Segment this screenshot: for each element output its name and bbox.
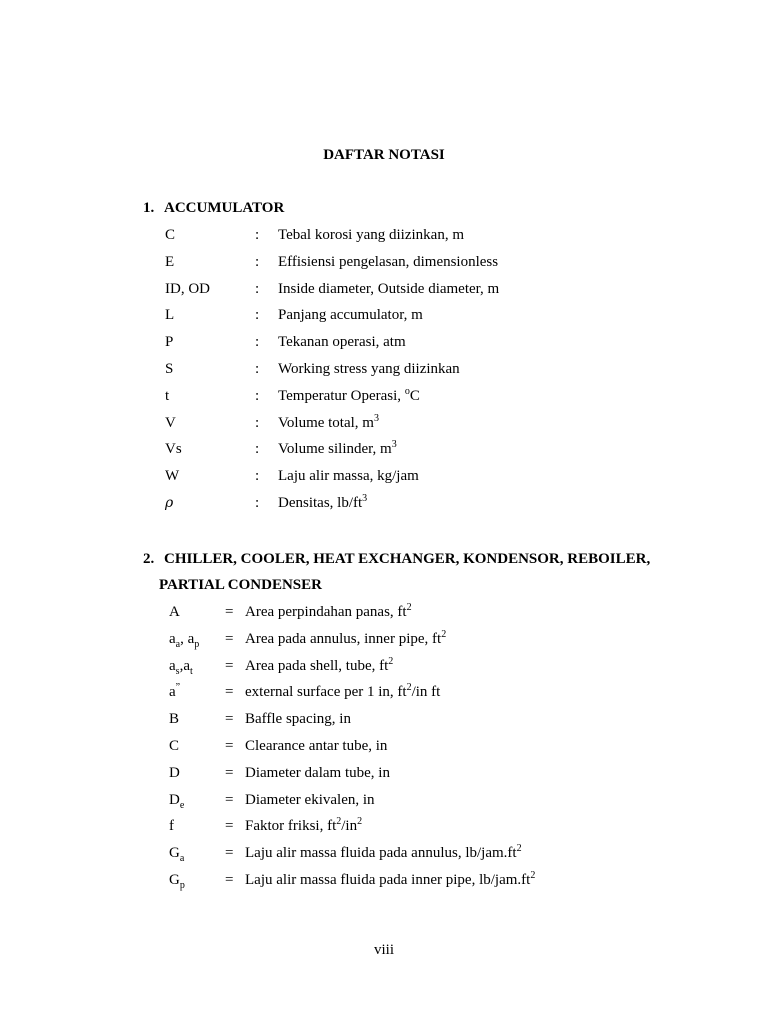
notation-row [0,711,768,738]
notation-symbol [165,281,210,298]
symbol-text: C [165,227,176,243]
symbol-subscript: e [179,799,185,811]
symbol-text: E [165,253,175,270]
notation-description [278,254,498,271]
symbol-text: Vs [165,441,182,458]
notation-symbol [169,684,180,701]
notation-symbol [165,307,174,324]
notation-separator: = [225,630,234,647]
notation-description [278,227,464,244]
symbol-text: A [169,604,180,620]
notation-symbol [165,334,173,351]
notation-symbol [165,441,182,458]
description-text: Volume total, m [278,414,374,431]
notation-separator: = [225,764,234,781]
description-text: Laju alir massa, kg/jam [278,468,419,485]
notation-separator: = [225,872,234,888]
symbol-text: , a [180,630,195,647]
notation-row [0,792,768,819]
section-number: 1. [143,200,155,216]
symbol-text: a [169,657,176,674]
page-title: DAFTAR NOTASI [323,147,445,163]
notation-row [0,441,768,468]
description-superscript: 3 [362,493,368,504]
symbol-text: G [169,872,180,888]
symbol-text: V [165,414,176,431]
description-text: Area perpindahan panas, ft [245,604,407,620]
notation-separator: : [255,387,260,404]
notation-row [0,227,768,254]
symbol-text: D [169,764,180,781]
notation-symbol [169,631,199,648]
description-superscript: 2 [357,816,363,828]
notation-symbol [169,765,180,782]
description-text: Area pada annulus, inner pipe, ft [245,630,442,647]
description-superscript: 2 [530,870,536,881]
description-text: Panjang accumulator, m [278,307,423,324]
notation-separator: = [225,738,234,754]
description-text: external surface per 1 in, ft [245,684,407,701]
notation-row [0,361,768,388]
notation-row [0,845,768,872]
notation-separator: = [225,604,234,620]
notation-symbol [165,227,175,244]
symbol-subscript: s [175,665,180,677]
symbol-subscript: t [190,665,193,677]
description-text: /in [341,818,358,835]
description-superscript: 3 [373,412,379,424]
notation-separator: = [225,684,234,701]
page-number: viii [373,942,394,958]
notation-description [278,468,419,485]
notation-symbol [165,415,176,432]
notation-description [245,604,412,621]
description-text: Tekanan operasi, atm [278,334,406,351]
notation-row [0,412,768,442]
notation-separator: : [255,280,260,297]
notation-description [245,845,522,862]
notation-description [245,628,447,648]
notation-separator: : [255,307,260,324]
notation-separator: = [225,657,234,674]
description-text: Laju alir massa fluida pada annulus, lb/jam.ft [245,845,517,862]
notation-description [278,412,379,432]
symbol-text: S [165,361,174,377]
symbol-subscript: a [179,853,185,865]
section-number: 2. [143,551,155,567]
notation-separator: : [255,495,260,511]
symbol-subscript: a [175,638,181,650]
notation-description [245,738,387,755]
section-title: ACCUMULATOR [164,200,285,216]
symbol-text: C [169,738,180,754]
symbol-text: ID, OD [165,280,210,297]
notation-symbol [169,604,180,621]
notation-description [245,818,362,835]
description-text: Baffle spacing, in [245,711,351,728]
symbol-text: ρ [165,495,174,511]
section-heading-continuation: PARTIAL CONDENSER [159,577,322,593]
notation-symbol [165,495,173,512]
notation-symbol [169,872,185,889]
notation-separator: = [225,711,234,728]
description-text: Effisiensi pengelasan, dimensionless [278,253,499,270]
notation-separator: : [255,468,260,485]
notation-separator: : [255,441,260,458]
description-text: Working stress yang diizinkan [278,361,460,377]
notation-symbol [169,738,179,755]
notation-description [278,334,406,351]
description-superscript: 2 [388,655,394,667]
notation-separator: : [255,227,260,243]
notation-row [0,495,768,522]
notation-row [0,655,768,685]
notation-symbol [165,254,174,271]
description-superscript: 2 [516,843,522,855]
notation-description [245,711,351,728]
notation-description [245,765,390,782]
notation-row [0,385,768,415]
description-text: Inside diameter, Outside diameter, m [278,280,500,297]
notation-description [245,684,440,701]
notation-description [278,361,460,378]
notation-row [0,765,768,792]
notation-description [278,495,367,512]
symbol-subscript: p [194,638,200,650]
notation-row [0,628,768,658]
symbol-text: ,a [179,657,190,674]
description-superscript: 2 [406,682,412,694]
description-text: Temperatur Operasi, [278,387,405,404]
section-title: CHILLER, COOLER, HEAT EXCHANGER, KONDENSOR, REBOILER, [164,551,651,567]
description-text: C [409,387,420,404]
symbol-superscript: ” [175,682,181,694]
notation-row [0,281,768,308]
section-heading-heat-exchanger [143,551,650,568]
symbol-text: L [165,307,175,324]
symbol-text: a [169,630,176,647]
notation-row [0,872,768,899]
notation-row [0,818,768,845]
notation-separator: : [255,414,260,431]
notation-symbol [165,361,173,378]
notation-description [245,792,375,809]
notation-description [278,307,423,324]
notation-separator: : [255,253,260,270]
notation-row [0,334,768,361]
notation-separator: : [255,334,260,351]
notation-symbol [169,711,179,728]
notation-symbol [169,818,174,835]
notation-description [245,655,394,675]
notation-description [278,281,499,298]
description-text: Volume silinder, m [278,441,392,458]
notation-separator: = [225,845,234,862]
symbol-text: W [165,468,180,485]
description-text: Diameter dalam tube, in [245,764,390,781]
notation-symbol [165,468,179,485]
symbol-text: P [165,334,174,351]
description-superscript: o [404,385,410,397]
symbol-text: f [169,818,174,835]
notation-separator: : [255,361,260,377]
notation-row [0,738,768,765]
symbol-text: a [169,684,176,701]
description-superscript: 2 [441,628,447,640]
description-text: Densitas, lb/ft [278,495,363,511]
symbol-text: D [169,791,180,808]
notation-separator: = [225,818,234,835]
notation-symbol [169,658,193,675]
notation-description [278,385,420,405]
description-text: Tebal korosi yang diizinkan, m [278,227,464,243]
notation-row [0,254,768,281]
description-superscript: 3 [391,439,397,451]
notation-description [278,441,397,458]
symbol-text: B [169,711,180,728]
description-text: /in ft [411,684,441,701]
description-text: Clearance antar tube, in [245,738,388,754]
notation-row [0,604,768,631]
notation-symbol [169,792,184,809]
notation-separator: = [225,791,234,808]
symbol-subscript: p [179,880,185,891]
section-heading-accumulator [143,200,284,217]
symbol-text: G [169,845,180,862]
notation-row [0,468,768,495]
description-text: Diameter ekivalen, in [245,791,375,808]
notation-row [0,684,768,711]
notation-row [0,307,768,334]
notation-symbol [165,388,169,405]
notation-symbol [169,845,185,865]
description-text: Area pada shell, tube, ft [245,657,389,674]
description-superscript: 2 [336,816,342,828]
description-text: Faktor friksi, ft [245,818,337,835]
notation-description [245,872,535,889]
symbol-text: t [165,387,170,404]
description-superscript: 2 [406,602,412,613]
description-text: Laju alir massa fluida pada inner pipe, lb/jam.ft [245,872,531,888]
